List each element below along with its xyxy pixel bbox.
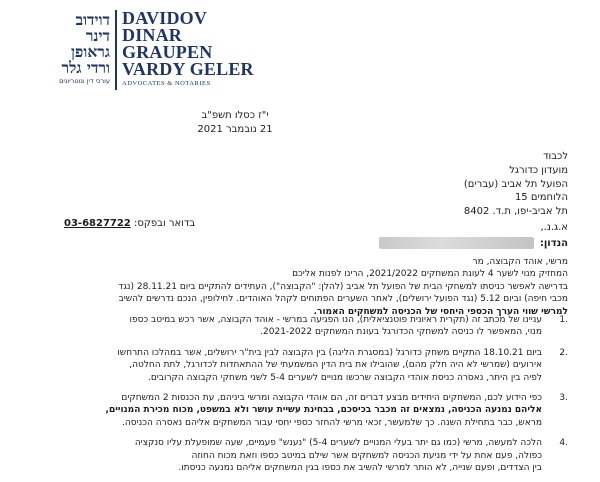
letter-dates [180,109,290,137]
addressee-line: הלוחמים 15 [514,192,568,204]
fax-number: 03-6827722 [64,218,131,229]
item-line: ביום 18.10.21 התקיים משחק כדורגל (במסגרת הליגה) בין הקבוצה לבין בית"ר ירושלים, אשר במהלכו התרחשו [117,347,542,358]
logo-english-line: DAVIDOV [122,8,208,28]
addressee-line: לכבוד [543,151,568,162]
logo-english [122,10,252,89]
logo-hebrew-line: דינר [85,26,110,45]
item-body [33,347,542,384]
intro-line: בדרישה לאפשר כניסתו למשחקי הבית של הפועל תל אביב (להלן: "הקבוצה"), העתידים להתקיים ביום 28.11.21 (נגד [118,281,568,292]
list-item [33,347,568,384]
gregorian-date: 21 נובמבר 2021 [197,124,273,135]
list-item [33,392,568,429]
item-line: מראש, כבר בתחילת השנה. כך שלמעשר, זכאי מרשי להחזר כספי יחסי עבור המשחקים אליהם נאסרה הכניסה. [122,417,542,428]
hebrew-date: י"ז כסלו תשפ"ב [201,110,269,121]
item-body [33,314,542,339]
logo-divider [115,10,117,90]
item-body [33,437,542,474]
list-item [33,314,568,339]
item-number: .4 [559,438,568,449]
addressee-line: הפועל תל אביב (עברים) [463,178,568,190]
logo-hebrew-line: דוידוב [75,10,110,29]
item-body [33,392,542,429]
letterhead [0,0,600,110]
logo-hebrew-line: ורדי גלר [61,58,110,77]
item-line: כפי הידוע לכם, המשחקים היחידים מבצע דברים זה, הם אוהדי הקבוצה ומרשי ביניהם, עת הכנסות 2 המשחקים [121,393,542,404]
logo-english-line: DINAR [122,25,183,45]
addressee-line: מועדון כדורגל [509,164,568,176]
list-item [33,437,568,474]
item-line: עניינו של מכתב זה (תקרית ראיונית פוטנציאלית), הנו הפגיעה במרשי - אוהד הקבוצה, אשר רכש במיטב כספו [129,315,542,325]
item-line: אירועים (שמרשי לא היה חלק מהם), שהובילו את בית הדין המשמעתי של ההתאחדות לכדורגל, לתת החלטה, [129,360,542,371]
logo-english-tagline: ADVOCATES & NOTARIES [122,80,211,87]
item-number: .2 [559,347,568,358]
item-number: .3 [559,393,568,404]
logo-english-line: VARDY GELER [122,59,254,79]
logo-hebrew-tagline: עורכי דין ונוטריונים [59,77,110,85]
logo-english-line: GRAUPEN [122,42,213,62]
item-number: .1 [559,315,568,325]
addressee-block [368,150,568,219]
item-line: אליהם נמנעה הכניסה, נמצאים זה מכבר בכיסכם, בבחינת עשיית עושר ולא במשפט, מכוח מכירת המנויים, [105,405,542,416]
item-line: מנוי, המאפשר לו כניסה למשחקי הכדורגל בעונת המשחקים 2021-2022. [260,327,542,338]
subject-line [379,236,568,250]
item-line: בין הצדדים, ופעם שנייה, לא הותר למרשי להשיב את כספו בגין המשחקים אליהם נמנעה כניסתו. [178,463,542,474]
logo-hebrew-line: גראופן [70,42,110,61]
item-line: הלכה למעשה, מרשי (כמו גם יתר בעלי המנויים לשערים 5-4) "נענש" פעמיים, שעה שמופעלת עליו סנקציה [134,438,542,449]
intro-line: מרשי, אוהד הקבוצה, מר [472,257,568,267]
logo-hebrew [26,12,110,86]
addressee-line: תל אביב-יפו, ת.ד. 8402 [463,206,568,218]
redacted-name [379,237,534,249]
salutation: א.ג.נ., [540,222,568,233]
delivery-line [64,218,214,229]
intro-line: מכבי חיפה) וביום 5.12 (נגד הפועל ירושלים), לאחר השערים הפתוחים לקהל האוהדים. לחילופין, הנכם נדרשים להשיב [118,294,568,305]
item-line: כפולה, פעם אחת על ידי מניעת הכניסה למשחקים אשר שילם במיטב כספו וזאת מכוח החוזה [191,450,542,461]
item-line: לפיה בין היתר, נאסרה כניסת אוהדי הקבוצה שרכשו מנויים לשערים 5-4 לשני משחקי הקבוצה הקרובים. [147,372,542,383]
delivery-label: בדואר ובפקס: [133,218,196,229]
intro-line: המחזיק מנוי לשער 4 לעונת המשחקים 2021/2022, הרינו לפנות אליכם [292,269,568,280]
intro-line: למרשי שווי הערך הכספי היחסי של הכניסה למשחקים האמור. [313,306,568,317]
subject-label: הנדון: [539,237,568,249]
intro-paragraph [48,256,568,318]
numbered-list [33,314,568,482]
